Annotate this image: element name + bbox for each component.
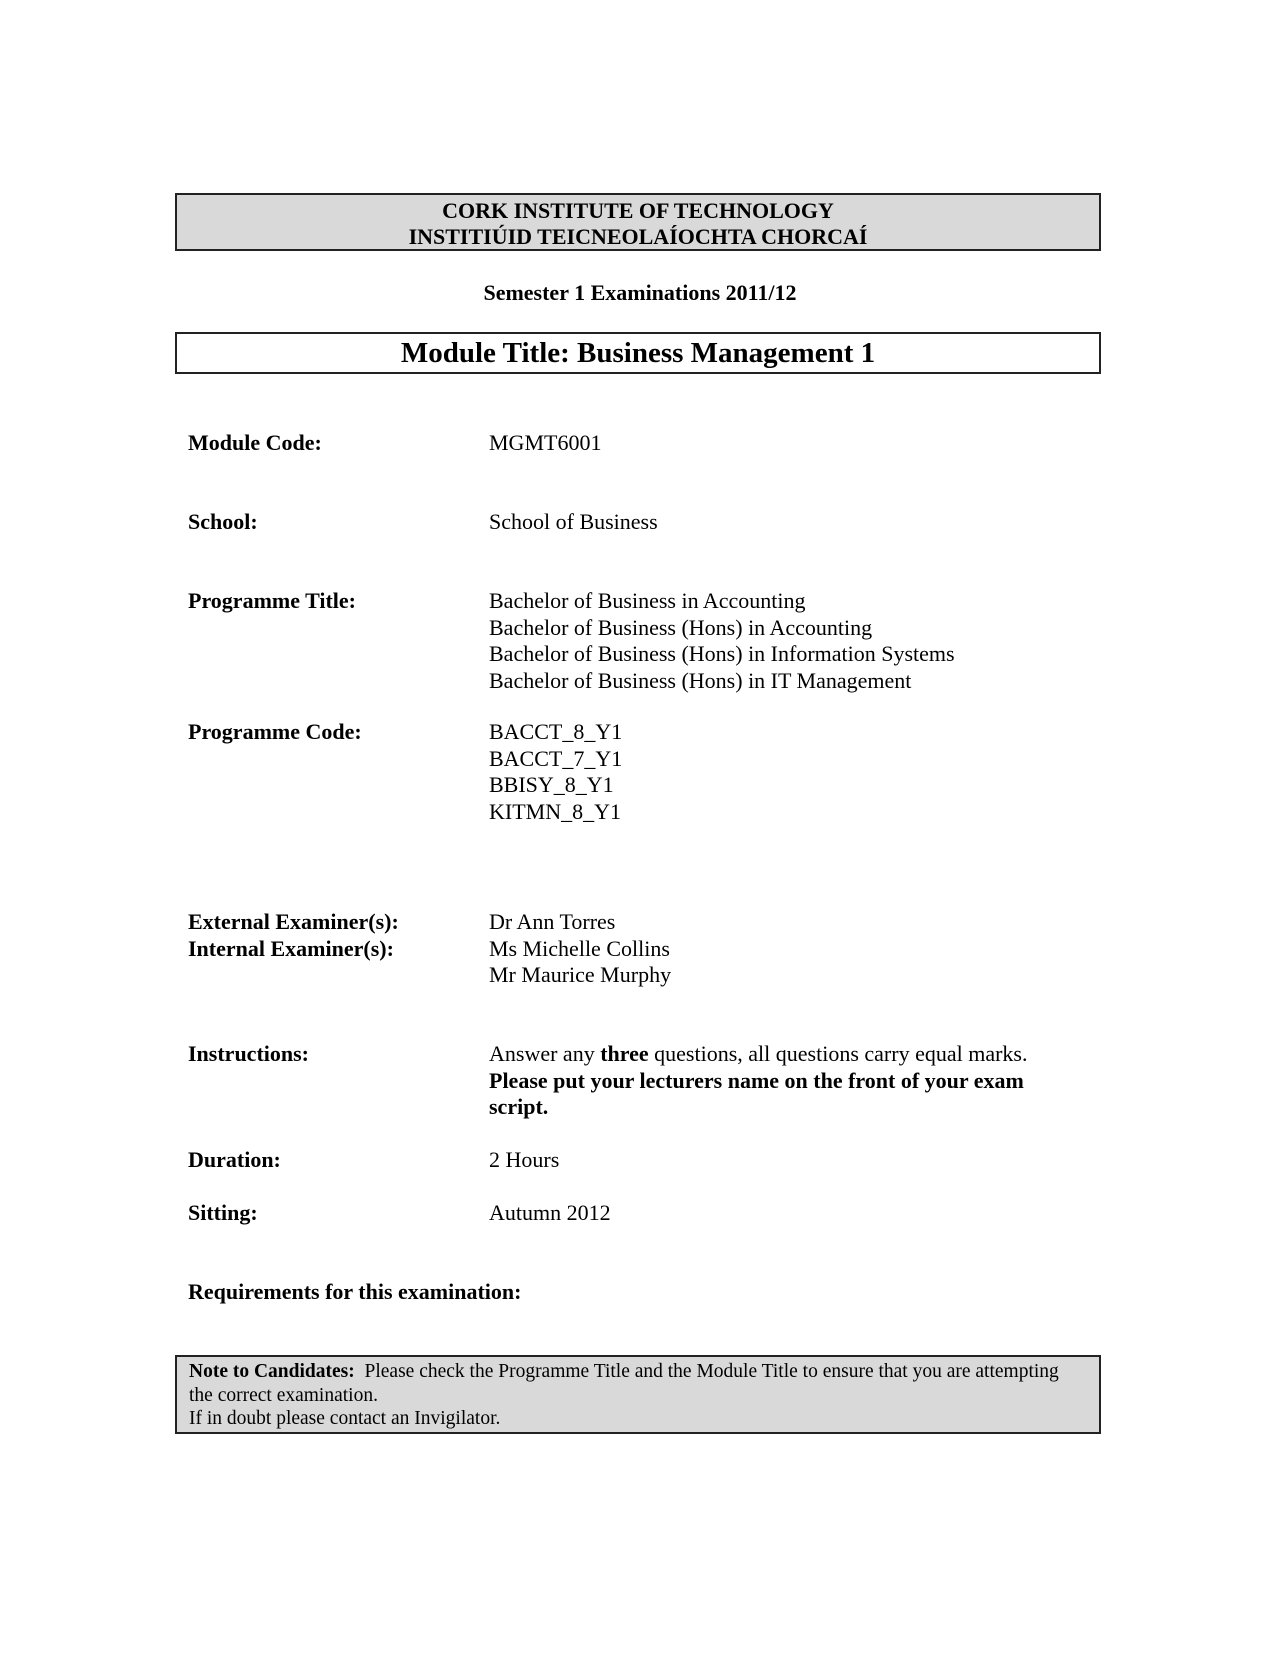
external-examiner-label: External Examiner(s): [188, 909, 399, 934]
module-code-label: Module Code: [188, 430, 322, 455]
semester-heading: Semester 1 Examinations 2011/12 [483, 280, 797, 305]
programme-code-item: BACCT_7_Y1 [489, 745, 623, 771]
programme-code-list [489, 719, 622, 825]
sitting-label: Sitting: [188, 1200, 258, 1225]
examiner-name: Ms Michelle Collins [489, 935, 670, 961]
examiner-list [489, 909, 671, 989]
examiner-labels [188, 909, 399, 962]
school-label: School: [188, 509, 258, 534]
note-text: Please check the Programme Title and the Module Title to ensure that you are attempting the correct examination. [189, 1361, 1064, 1406]
internal-examiner-label: Internal Examiner(s): [188, 935, 394, 961]
programme-title-label: Programme Title: [188, 588, 357, 613]
module-title-box [175, 332, 1101, 374]
note-heading: Note to Candidates: [189, 1361, 355, 1382]
programme-code-label: Programme Code: [188, 719, 362, 744]
requirements-label: Requirements for this examination: [188, 1279, 522, 1304]
instructions-bold-line: Please put your lecturers name on the front of your exam script. [489, 1067, 1024, 1119]
examiner-name: Dr Ann Torres [489, 909, 616, 934]
institution-name-ga: INSTITIÚID TEICNEOLAÍOCHTA CHORCAÍ [408, 224, 868, 249]
duration-label: Duration: [188, 1147, 281, 1172]
school-value: School of Business [489, 509, 658, 534]
module-title: Module Title: Business Management 1 [400, 337, 876, 369]
programme-title-item: Bachelor of Business in Accounting [489, 588, 806, 613]
instructions-text-before: Answer any [489, 1041, 601, 1066]
sitting-value: Autumn 2012 [489, 1200, 611, 1225]
institution-name-en: CORK INSTITUTE OF TECHNOLOGY [442, 198, 834, 223]
instructions-text [489, 1041, 1089, 1121]
programme-code-item: BACCT_8_Y1 [489, 719, 623, 744]
institution-header [175, 193, 1101, 251]
instructions-text-bold: three [600, 1041, 649, 1066]
instructions-label: Instructions: [188, 1041, 310, 1066]
module-code-value: MGMT6001 [489, 430, 602, 455]
examiner-name: Mr Maurice Murphy [489, 962, 672, 987]
duration-value: 2 Hours [489, 1147, 560, 1172]
note-contact: If in doubt please contact an Invigilator. [189, 1408, 501, 1429]
programme-title-item: Bachelor of Business (Hons) in Information Systems [489, 641, 955, 666]
programme-code-item: BBISY_8_Y1 [489, 772, 614, 797]
instructions-text-after: questions, all questions carry equal marks. [648, 1041, 1028, 1066]
programme-title-list [489, 588, 955, 694]
note-to-candidates [175, 1355, 1101, 1434]
programme-title-item: Bachelor of Business (Hons) in Accounting [489, 614, 873, 640]
programme-code-item: KITMN_8_Y1 [489, 798, 621, 824]
programme-title-item: Bachelor of Business (Hons) in IT Management [489, 667, 912, 693]
